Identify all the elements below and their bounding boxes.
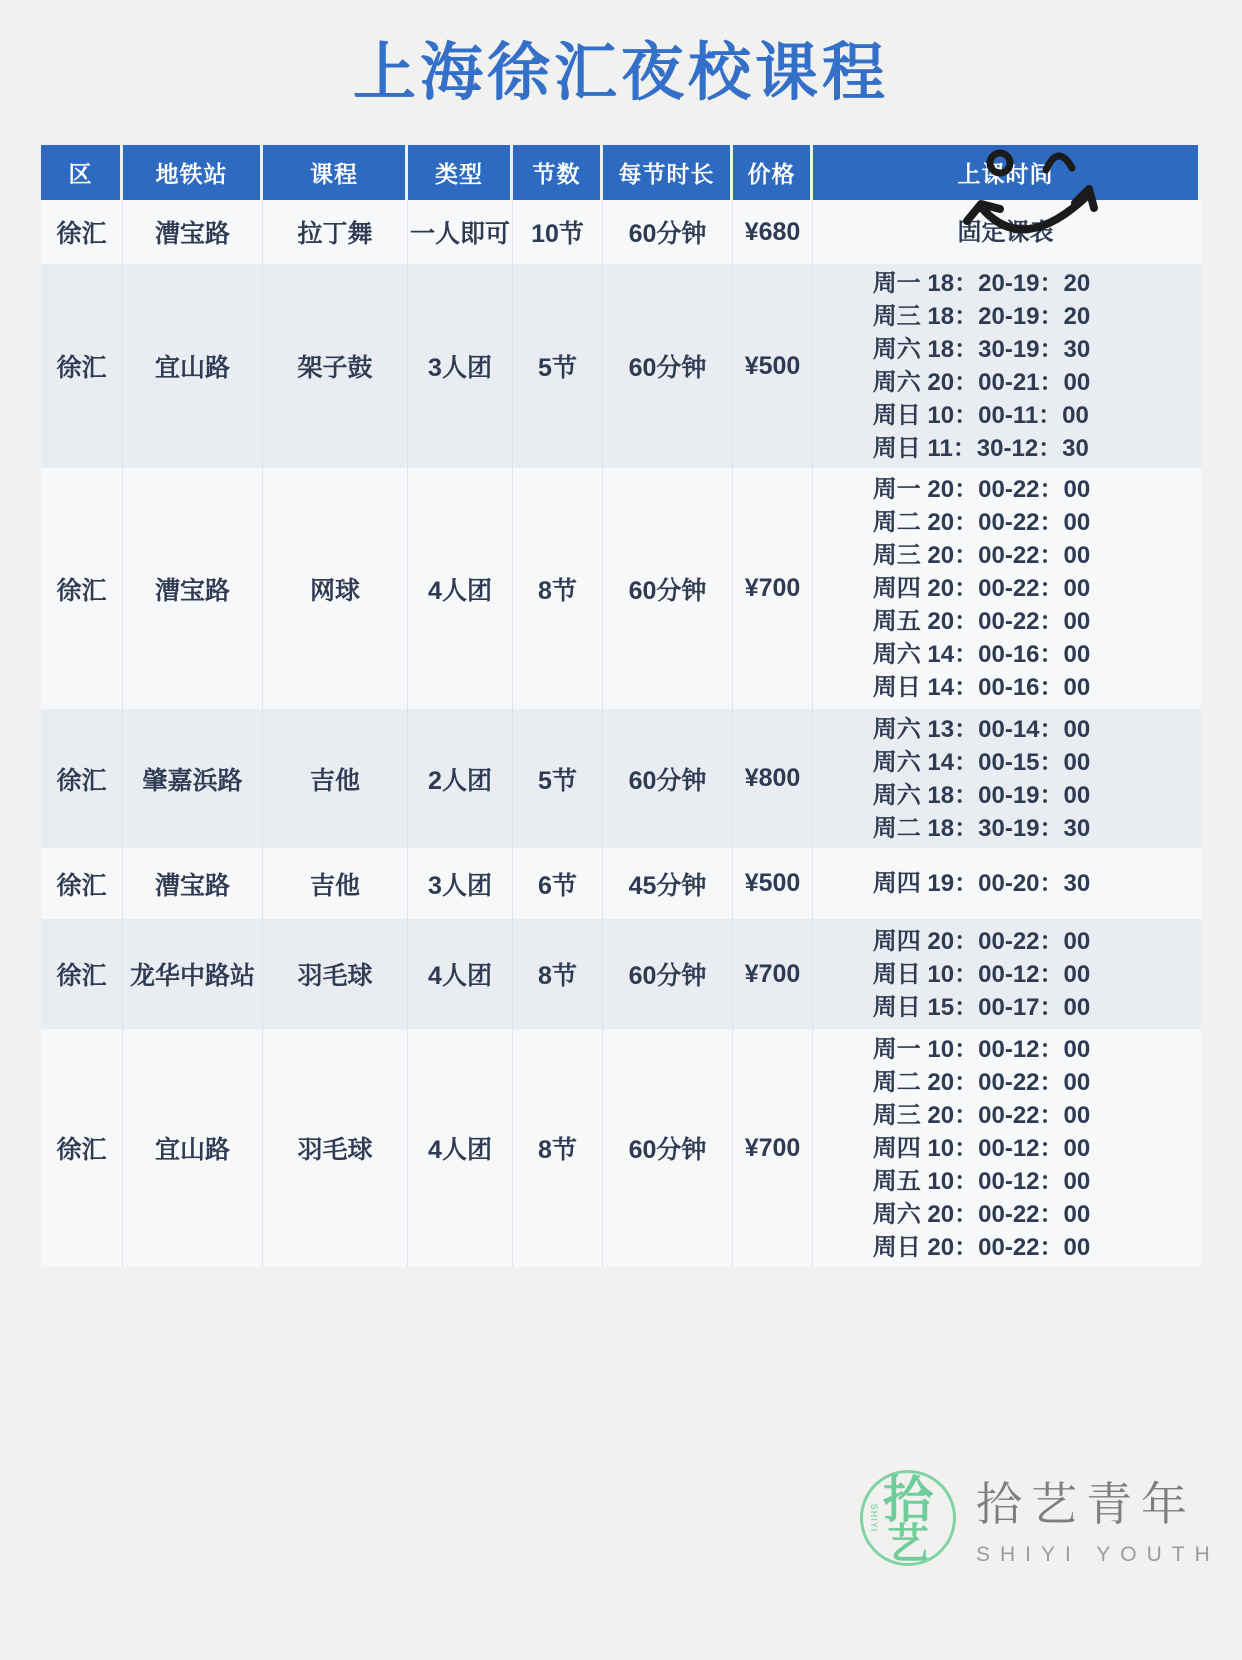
- cell-district: 徐汇: [41, 264, 123, 468]
- cell-times: [813, 468, 1198, 709]
- header-duration: 每节时长: [603, 145, 733, 200]
- class-time: 周日 14：00-16：00: [872, 674, 1091, 701]
- logo-char-bottom: 艺: [886, 1519, 930, 1567]
- class-time: 周三 20：00-22：00: [872, 1101, 1091, 1129]
- class-times-list: [873, 925, 1090, 1024]
- table-row: [41, 468, 1201, 709]
- class-times-list: [873, 867, 1090, 900]
- cell-times: [813, 1029, 1198, 1267]
- logo-vertical-text: SHIYI: [869, 1503, 879, 1532]
- class-time: 周五 10：00-12：00: [872, 1167, 1091, 1195]
- cell-sessions: 8节: [513, 919, 603, 1029]
- cell-district: 徐汇: [41, 468, 123, 709]
- class-time: 周二 20：00-22：00: [872, 1068, 1091, 1096]
- cell-times: [813, 848, 1198, 919]
- cell-price: ¥800: [733, 709, 813, 848]
- cell-duration: 60分钟: [603, 1029, 733, 1267]
- cell-sessions: 8节: [513, 1029, 603, 1267]
- cell-sessions: 6节: [513, 848, 603, 919]
- cell-sessions: 5节: [513, 264, 603, 468]
- cell-times: [813, 919, 1198, 1029]
- header-station: 地铁站: [123, 145, 263, 200]
- table-row: [41, 848, 1201, 919]
- class-time: 周六 20：00-22：00: [872, 1200, 1091, 1228]
- cell-course: 羽毛球: [263, 1029, 408, 1267]
- class-times-list: [873, 473, 1090, 704]
- class-time: 周六 14：00-16：00: [872, 641, 1091, 668]
- cell-duration: 60分钟: [603, 709, 733, 848]
- cell-station: 宜山路: [123, 1029, 263, 1267]
- logo-text-block: [976, 1468, 1220, 1567]
- cell-district: 徐汇: [41, 848, 123, 919]
- cell-sessions: 8节: [513, 468, 603, 709]
- cell-district: 徐汇: [41, 919, 123, 1029]
- table-header-row: [41, 145, 1201, 200]
- class-times-list: [958, 216, 1054, 249]
- cell-price: ¥500: [733, 264, 813, 468]
- class-time: 周二 20：00-22：00: [872, 509, 1091, 536]
- table-row: [41, 1029, 1201, 1267]
- logo-name-chinese: 拾艺青年: [976, 1478, 1196, 1530]
- class-time: 周四 10：00-12：00: [872, 1134, 1091, 1162]
- cell-type: 3人团: [408, 264, 513, 468]
- class-times-list: [873, 267, 1090, 465]
- logo-circle-icon: [860, 1470, 956, 1566]
- page-title: 上海徐汇夜校课程: [353, 38, 889, 108]
- cell-price: ¥500: [733, 848, 813, 919]
- cell-duration: 45分钟: [603, 848, 733, 919]
- class-time: 周一 20：00-22：00: [872, 476, 1091, 503]
- cell-station: 宜山路: [123, 264, 263, 468]
- cell-type: 4人团: [408, 1029, 513, 1267]
- class-time: 周一 10：00-12：00: [872, 1035, 1091, 1063]
- cell-course: 网球: [263, 468, 408, 709]
- class-time: 周六 14：00-15：00: [872, 748, 1091, 776]
- class-time: 周一 18：20-19：20: [872, 270, 1091, 297]
- cell-course: 架子鼓: [263, 264, 408, 468]
- cell-course: 吉他: [263, 709, 408, 848]
- cell-duration: 60分钟: [603, 264, 733, 468]
- class-time: 周六 13：00-14：00: [872, 715, 1091, 743]
- class-time: 周日 20：00-22：00: [872, 1233, 1091, 1261]
- cell-course: 吉他: [263, 848, 408, 919]
- cell-course: 拉丁舞: [263, 200, 408, 264]
- cell-type: 3人团: [408, 848, 513, 919]
- class-time: 固定课表: [957, 218, 1054, 246]
- cell-type: 2人团: [408, 709, 513, 848]
- class-time: 周六 18：00-19：00: [872, 781, 1091, 809]
- cell-duration: 60分钟: [603, 200, 733, 264]
- class-time: 周六 18：30-19：30: [872, 336, 1091, 363]
- cell-district: 徐汇: [41, 709, 123, 848]
- logo-name-english: SHIYI YOUTH: [976, 1543, 1220, 1566]
- class-time: 周三 20：00-22：00: [872, 542, 1091, 569]
- header-price: 价格: [733, 145, 813, 200]
- shiyi-youth-logo: [860, 1468, 1220, 1567]
- cell-station: 漕宝路: [123, 848, 263, 919]
- cell-price: ¥700: [733, 1029, 813, 1267]
- cell-sessions: 5节: [513, 709, 603, 848]
- cell-station: 肇嘉浜路: [123, 709, 263, 848]
- cell-type: 4人团: [408, 919, 513, 1029]
- table-row: [41, 200, 1201, 264]
- header-course: 课程: [263, 145, 408, 200]
- table-row: [41, 919, 1201, 1029]
- cell-price: ¥700: [733, 919, 813, 1029]
- cell-price: ¥680: [733, 200, 813, 264]
- class-times-list: [873, 1033, 1090, 1264]
- cell-station: 漕宝路: [123, 468, 263, 709]
- cell-type: 4人团: [408, 468, 513, 709]
- class-time: 周二 18：30-19：30: [872, 814, 1091, 842]
- table-row: [41, 709, 1201, 848]
- cell-district: 徐汇: [41, 200, 123, 264]
- class-times-list: [873, 713, 1090, 845]
- cell-sessions: 10节: [513, 200, 603, 264]
- cell-station: 漕宝路: [123, 200, 263, 264]
- class-time: 周日 10：00-11：00: [872, 402, 1089, 429]
- header-district: 区: [41, 145, 123, 200]
- class-time: 周四 20：00-22：00: [872, 927, 1091, 955]
- logo-char-top: 拾: [883, 1471, 933, 1528]
- course-schedule-table: [41, 145, 1201, 1267]
- class-time: 周日 15：00-17：00: [872, 993, 1091, 1021]
- table-body: [41, 200, 1201, 1267]
- cell-district: 徐汇: [41, 1029, 123, 1267]
- header-sessions: 节数: [513, 145, 603, 200]
- cell-times: [813, 709, 1198, 848]
- cell-type: 一人即可: [408, 200, 513, 264]
- cell-price: ¥700: [733, 468, 813, 709]
- cell-duration: 60分钟: [603, 468, 733, 709]
- class-time: 周五 20：00-22：00: [872, 608, 1091, 635]
- cell-times: [813, 200, 1198, 264]
- cell-duration: 60分钟: [603, 919, 733, 1029]
- class-time: 周日 11：30-12：30: [872, 435, 1089, 462]
- class-time: 周四 20：00-22：00: [872, 575, 1091, 602]
- class-time: 周三 18：20-19：20: [872, 303, 1091, 330]
- class-time: 周日 10：00-12：00: [872, 960, 1091, 988]
- cell-station: 龙华中路站: [123, 919, 263, 1029]
- header-type: 类型: [408, 145, 513, 200]
- cell-course: 羽毛球: [263, 919, 408, 1029]
- class-time: 周六 20：00-21：00: [872, 369, 1091, 396]
- header-times: 上课时间: [813, 145, 1198, 200]
- cell-times: [813, 264, 1198, 468]
- table-row: [41, 264, 1201, 468]
- class-time: 周四 19：00-20：30: [872, 870, 1091, 897]
